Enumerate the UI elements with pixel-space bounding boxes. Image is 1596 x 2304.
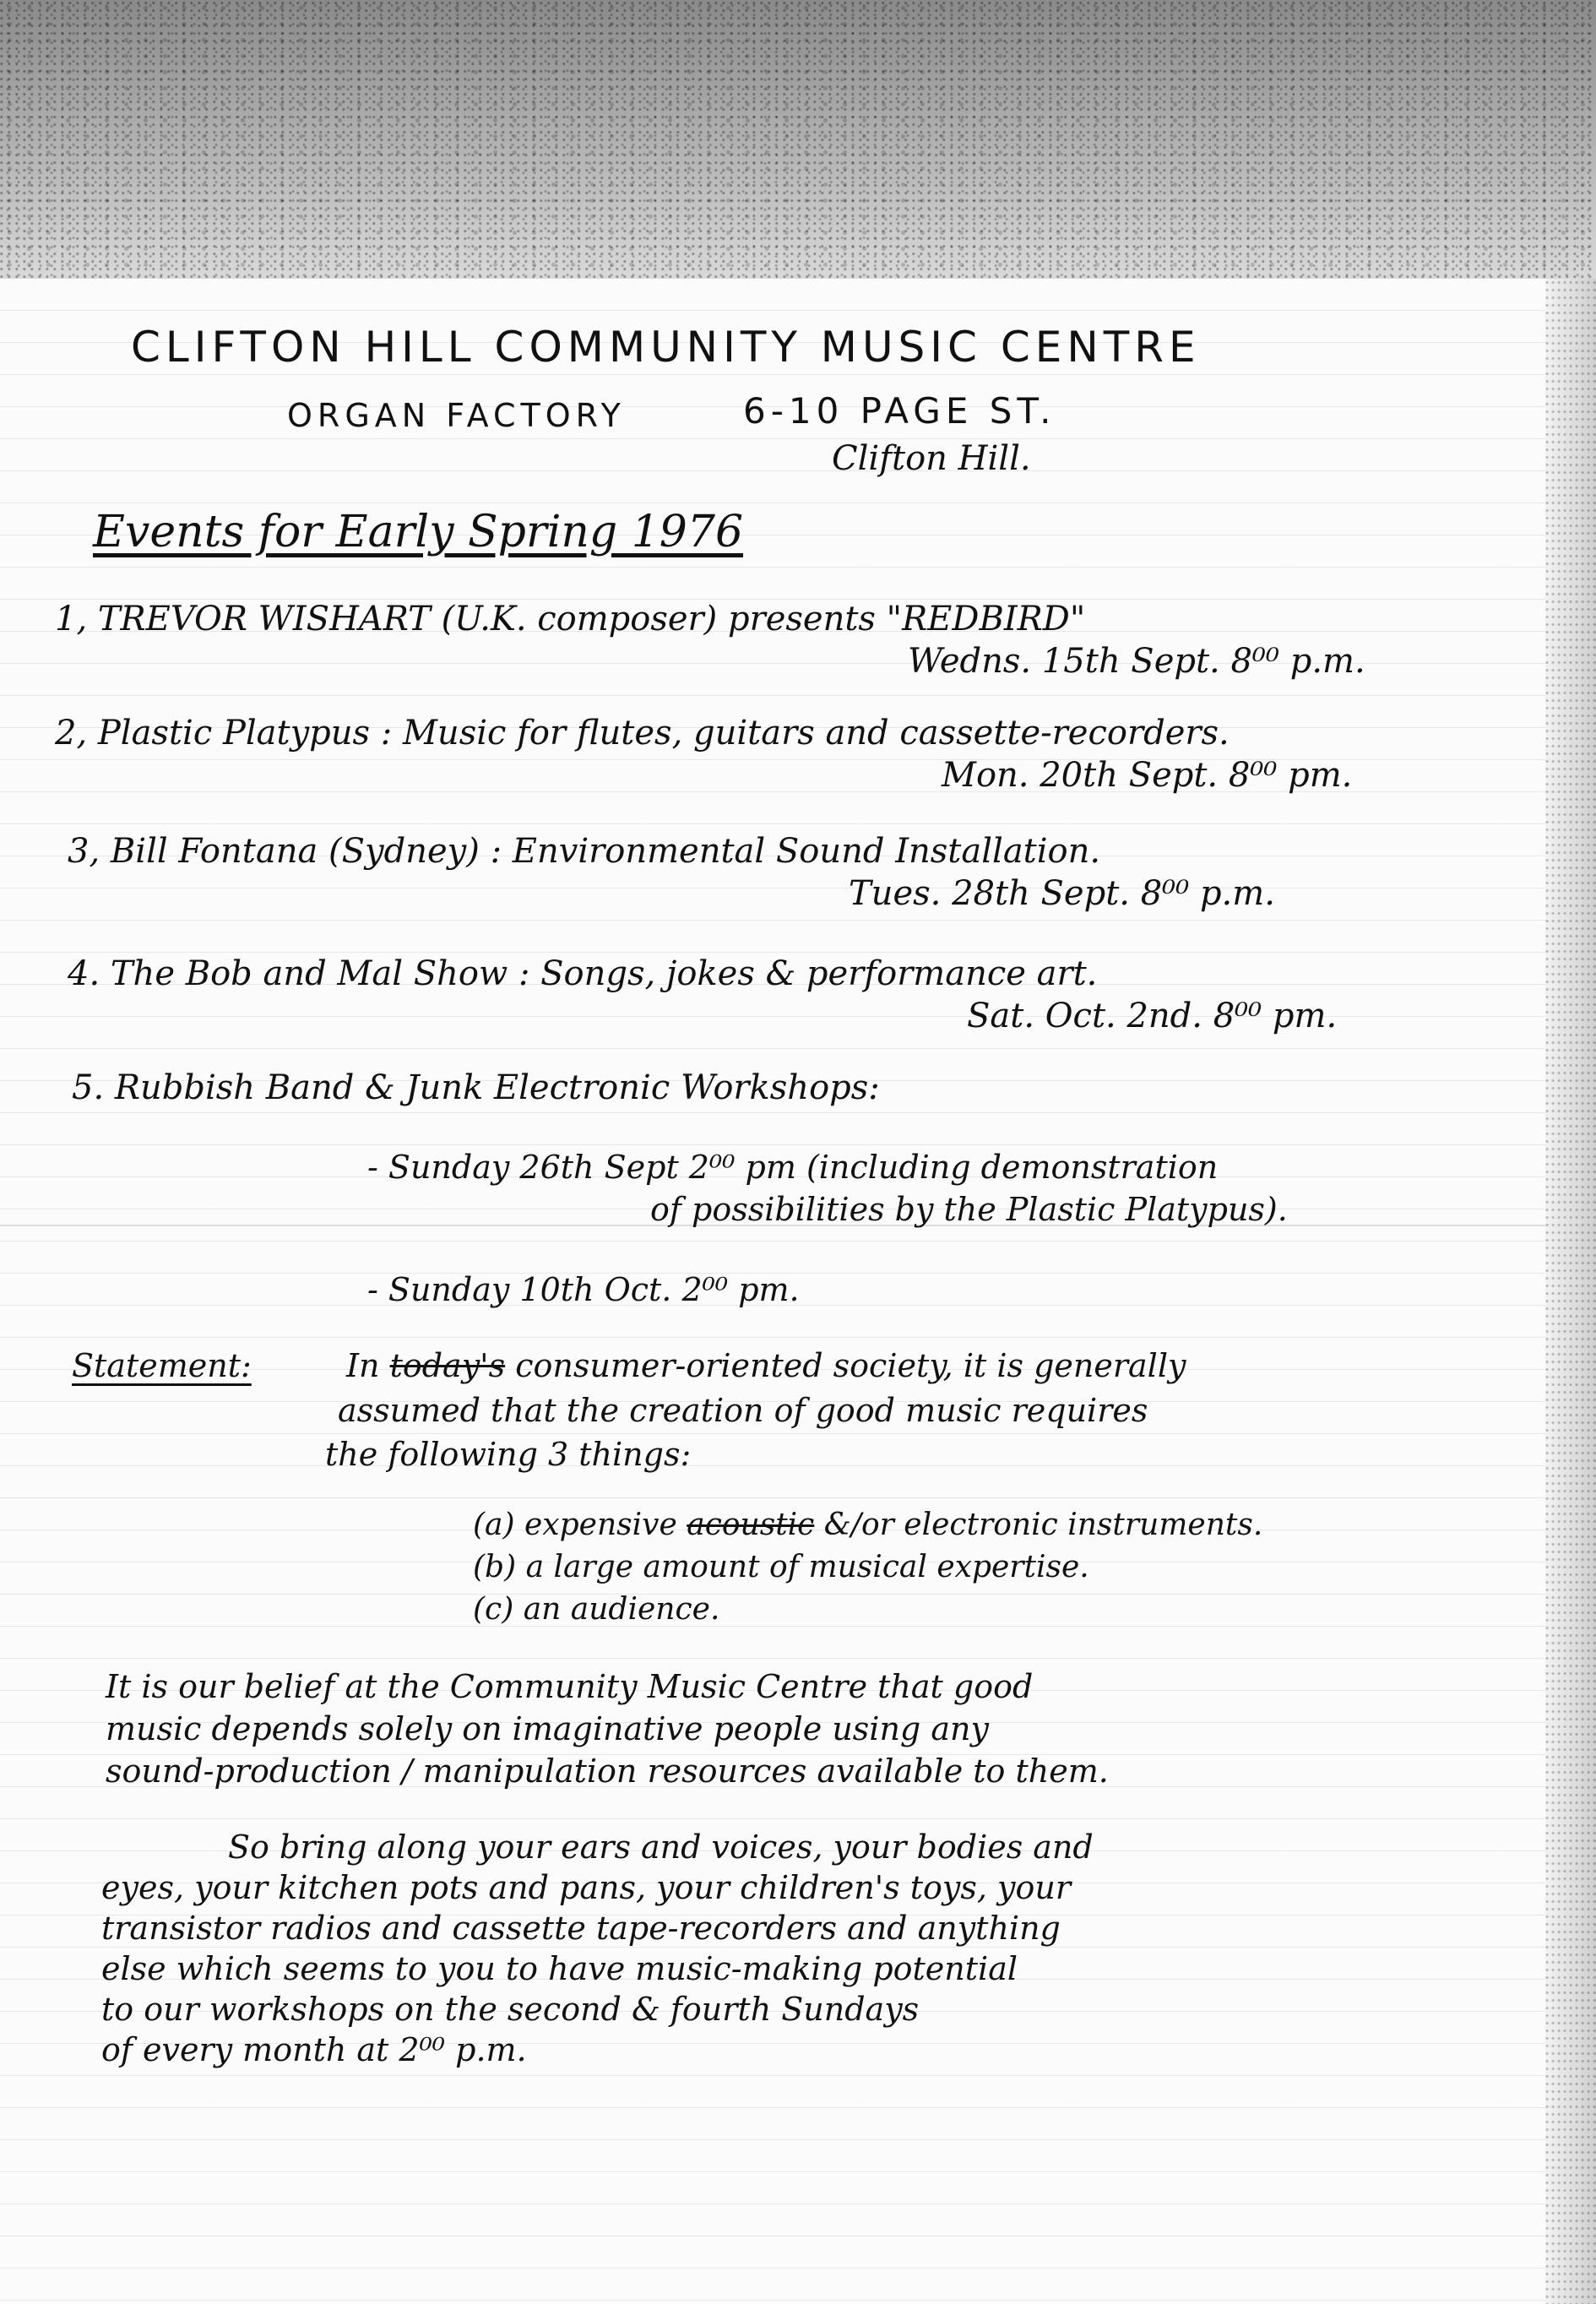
invitation-line-3: transistor radios and cassette tape-recorders and anything [101,1910,1061,1947]
struck-word-todays: today's [389,1347,506,1384]
event-2-date: Mon. 20th Sept. 8⁰⁰ pm. [942,756,1353,795]
statement-line-1-start: In [346,1347,380,1384]
invitation-line-2: eyes, your kitchen pots and pans, your children's toys, your [101,1869,1071,1906]
workshop-2: - Sunday 10th Oct. 2⁰⁰ pm. [367,1271,800,1308]
workshop-1: - Sunday 26th Sept 2⁰⁰ pm (including demonstration [367,1149,1219,1186]
photocopy-grain-top [0,0,1596,279]
invitation-line-5: to our workshops on the second & fourth Sundays [101,1991,920,2028]
statement-line-1-end: consumer-oriented society, it is generally [515,1347,1186,1384]
workshop-1-cont: of possibilities by the Plastic Platypus). [650,1191,1288,1228]
item-a [473,1508,1262,1542]
item-b: (b) a large amount of musical expertise. [473,1550,1089,1584]
belief-line-1: It is our belief at the Community Music Centre that good [106,1668,1034,1705]
invitation-line-4: else which seems to you to have music-making potential [101,1950,1018,1987]
item-a-start: (a) expensive [473,1508,677,1542]
venue-name: ORGAN FACTORY [287,397,626,434]
photocopy-grain-right [1545,279,1596,2304]
belief-line-3: sound-production / manipulation resources available to them. [106,1752,1109,1790]
statement-line-2: assumed that the creation of good music requires [338,1392,1148,1429]
invitation-line-1: So bring along your ears and voices, your bodies and [228,1829,1094,1866]
event-5-title: 5. Rubbish Band & Junk Electronic Workshops: [72,1068,880,1107]
event-1-date: Wedns. 15th Sept. 8⁰⁰ p.m. [908,642,1365,681]
event-1-title: 1, TREVOR WISHART (U.K. composer) presents "REDBIRD" [55,600,1086,638]
statement-line-3: the following 3 things: [325,1436,692,1473]
event-4-title: 4. The Bob and Mal Show : Songs, jokes & performance art. [68,954,1098,993]
event-2-title: 2, Plastic Platypus : Music for flutes, guitars and cassette-recorders. [55,714,1230,753]
invitation-line-6: of every month at 2⁰⁰ p.m. [101,2031,527,2068]
item-c: (c) an audience. [473,1592,720,1627]
event-3-date: Tues. 28th Sept. 8⁰⁰ p.m. [849,874,1275,913]
event-3-title: 3, Bill Fontana (Sydney) : Environmental Sound Installation. [68,832,1101,871]
struck-word-acoustic: acoustic [687,1508,815,1542]
events-heading: Events for Early Spring 1976 [93,507,744,557]
statement-line-1 [346,1347,1186,1384]
org-name: CLIFTON HILL COMMUNITY MUSIC CENTRE [131,323,1201,372]
belief-line-2: music depends solely on imaginative people using any [106,1710,989,1747]
suburb: Clifton Hill. [832,439,1031,478]
item-a-end: &/or electronic instruments. [823,1508,1263,1542]
statement-label: Statement: [72,1347,252,1384]
street-address: 6-10 PAGE ST. [743,390,1056,432]
event-4-date: Sat. Oct. 2nd. 8⁰⁰ pm. [967,997,1338,1035]
